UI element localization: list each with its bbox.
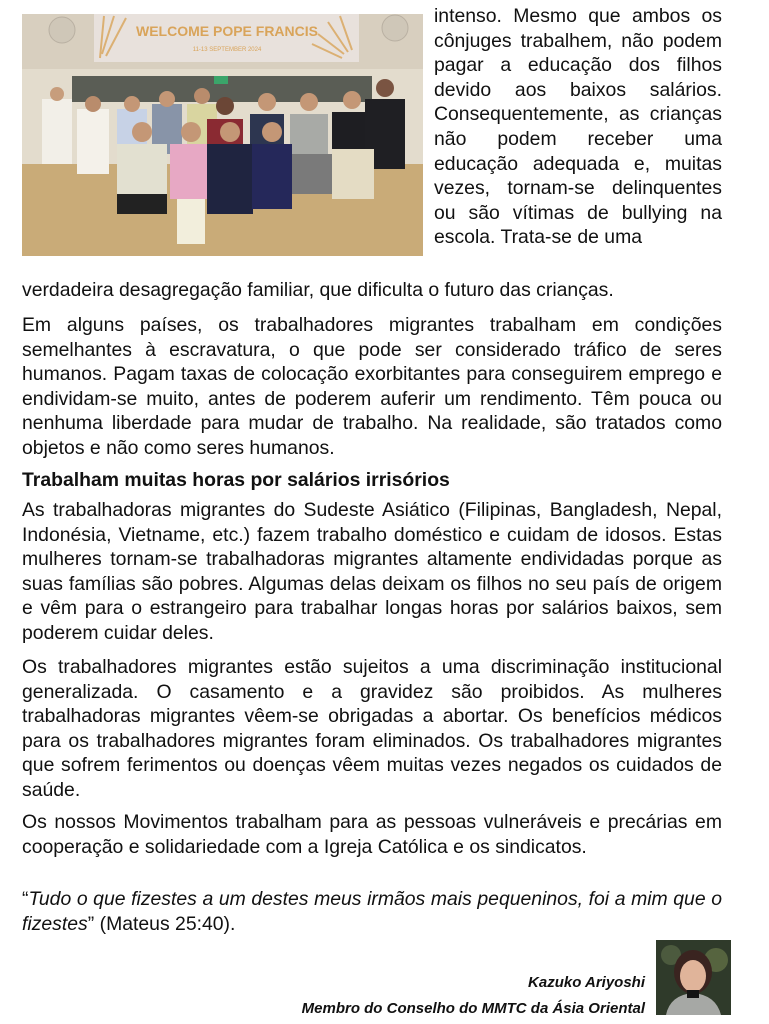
author-photo xyxy=(656,940,731,1015)
paragraph-movements: Os nossos Movimentos trabalham para as pessoas vulneráveis e precárias em cooperação e solidariedade com a Igreja Católica e os sindicatos. xyxy=(22,811,722,858)
paragraph-discrimination: Os trabalhadores migrantes estão sujeitos a uma discriminação institucional generalizada. O casamento e a gravidez são proibidos. As mulheres trabalhadoras migrantes vêem-se obrigadas a abortar. Os benefícios médicos para os trabalhadores migrantes foram eliminados. Os trabalhadores migrantes que sofrem ferimentos ou doenças vêem muitas vezes negados os cuidados de saúde. xyxy=(22,656,722,801)
section-heading: Trabalham muitas horas por salários irrisórios xyxy=(22,469,450,491)
banner-title: WELCOME POPE FRANCIS xyxy=(135,23,319,39)
paragraph-domestic-workers: As trabalhadoras migrantes do Sudeste Asiático (Filipinas, Bangladesh, Nepal, Indonésia, Vietname, etc.) fazem trabalho doméstico e cuidam de idosos. Estas mulheres tornam-se trabalhadoras migrantes altamente endividadas porque as suas famílias são pobres. Algumas delas deixam os filhos no seu país de origem e vêm para o estrangeiro para trabalhar longas horas por salários baixos, sem poderem cuidar deles. xyxy=(22,499,722,644)
bible-quote: “Tudo o que fizestes a um destes meus irmãos mais pequeninos, foi a mim que o fizestes” (Mateus 25:40). xyxy=(22,888,722,935)
quote-reference: (Mateus 25:40). xyxy=(94,912,236,935)
group-photo-illustration xyxy=(22,14,423,256)
author-name: Kazuko Ariyoshi xyxy=(528,974,645,991)
group-photo xyxy=(22,14,423,256)
paragraph-trafficking: Em alguns países, os trabalhadores migrantes trabalham em condições semelhantes à escravatura, o que pode ser considerado tráfico de seres humanos. Pagam taxas de colocação exorbitantes para conseguirem emprego e endividam-se muito, antes de poderem auferir um rendimento. Têm pouca ou nenhuma liberdade para mudar de trabalho. Na realidade, são tratados como objetos e não como seres humanos. xyxy=(22,314,722,459)
banner-subtitle: 11-13 SEPTEMBER 2024 xyxy=(192,47,262,53)
side-column-text xyxy=(434,4,722,250)
continuation-line: verdadeira desagregação familiar, que dificulta o futuro das crianças. xyxy=(22,279,614,301)
quote-text: Tudo o que fizestes a um destes meus irmãos mais pequeninos, foi a mim que o fizestes xyxy=(22,888,722,935)
side-column-paragraph: intenso. Mesmo que ambos os cônjuges trabalhem, não podem pagar a educação dos filhos devido aos baixos salários. Consequentemente, as crianças não podem receber uma educação adequada e, muitas vezes, tornam-se delinquentes ou são vítimas de bullying na escola. Trata-se de uma xyxy=(434,5,722,249)
author-role: Membro do Conselho do MMTC da Ásia Oriental xyxy=(301,1000,645,1017)
